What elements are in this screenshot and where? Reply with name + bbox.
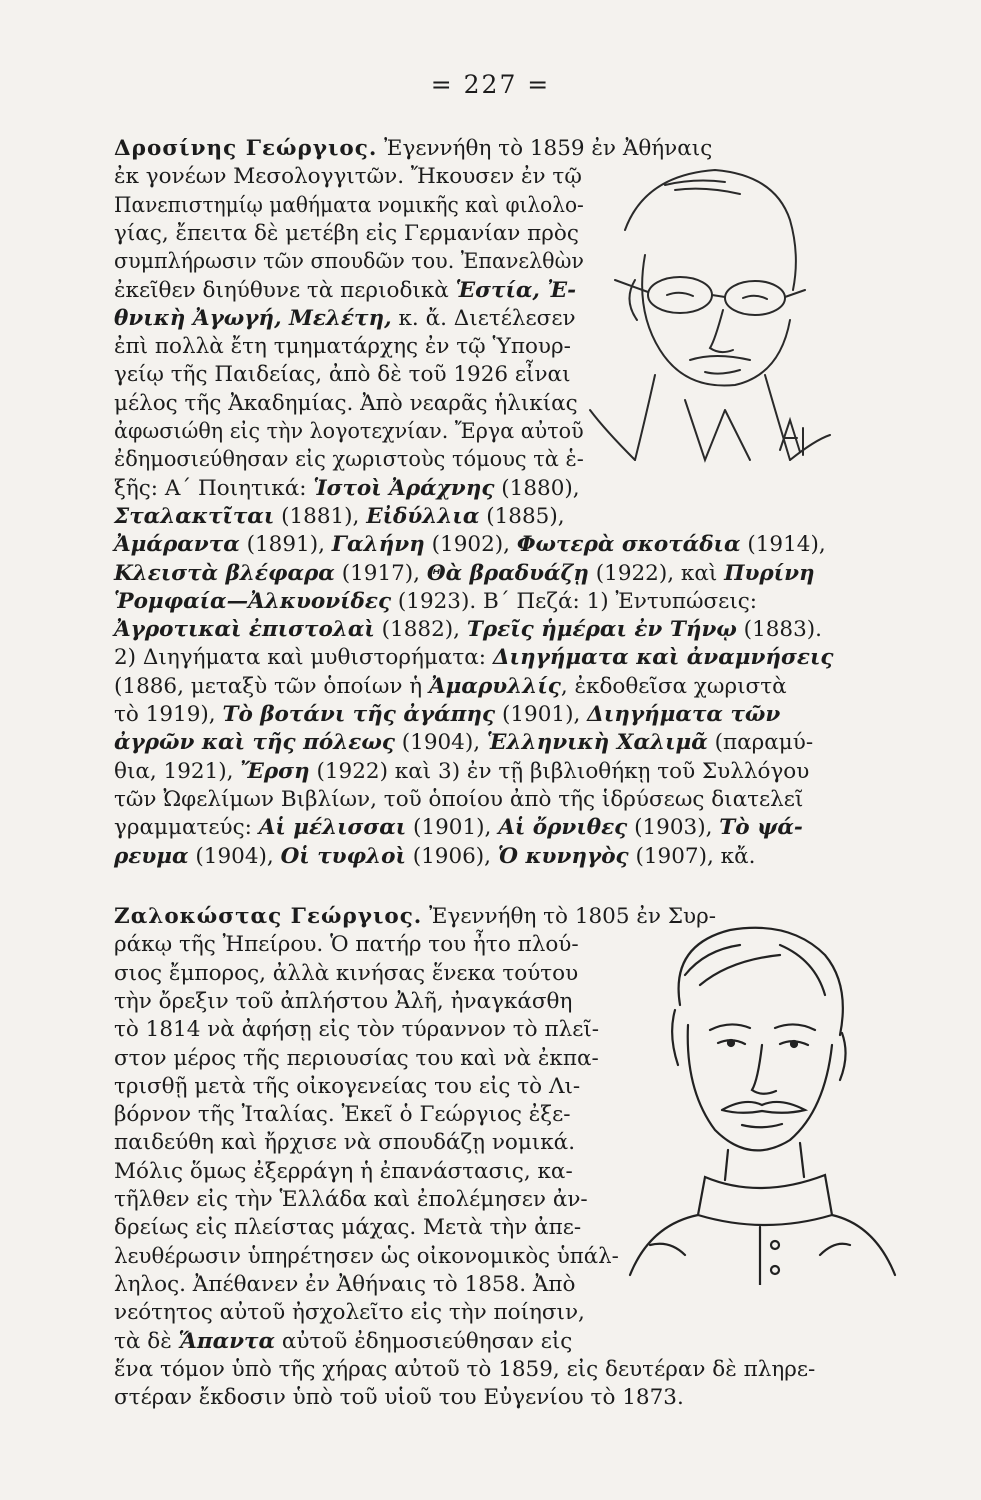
work-title: θνικὴ Ἀγωγή, Μελέτη, (114, 305, 392, 331)
body-text: ἐδημοσιεύθησαν εἰς χωριστοὺς τόμους τὰ ἑ- (114, 447, 584, 473)
zalokostas-line (114, 1356, 815, 1384)
body-text: ληλος. Ἀπέθανεν ἐν Ἀθήναις τὸ 1858. Ἀπὸ (114, 1271, 576, 1297)
body-text: (1902), (424, 532, 517, 558)
work-title: Γαλήνη (331, 532, 425, 558)
zalokostas-line (114, 1299, 585, 1327)
body-text: (1906), (405, 843, 498, 869)
zalokostas-line (114, 988, 572, 1016)
work-title: Εἰδύλλια (366, 503, 480, 529)
body-text: κ. ἄ. Διετέλεσεν (391, 305, 576, 331)
body-text: ράκῳ τῆς Ἠπείρου. Ὁ πατήρ του ἦτο πλού- (114, 932, 579, 958)
body-text: τῆλθεν εἰς τὴν Ἑλλάδα καὶ ἐπολέμησεν ἀν- (114, 1187, 588, 1212)
portrait-drosinis (575, 160, 835, 500)
body-text: (1881), (274, 503, 367, 529)
body-text: γείῳ τῆς Παιδείας, ἀπὸ δὲ τοῦ 1926 εἶναι (114, 362, 571, 388)
zalokostas-line (114, 1186, 588, 1214)
drosinis-line (114, 135, 712, 163)
portrait-zalokostas (610, 915, 900, 1285)
body-text: (1880), (494, 475, 580, 501)
work-title: Διηγήματα καὶ ἀναμνήσεις (492, 645, 834, 671)
body-text: (1901), (495, 702, 588, 727)
body-text: ἀφωσιώθη εἰς τὴν λογοτεχνίαν. Ἔργα αὐτοῦ (114, 419, 584, 444)
body-text: μέλος τῆς Ἀκαδημίας. Ἀπὸ νεαρᾶς ἡλικίας (114, 390, 578, 416)
drosinis-line (114, 305, 576, 333)
body-text: θια, 1921), (114, 758, 241, 784)
work-title: Πυρίνη (724, 560, 815, 586)
zalokostas-line (114, 1271, 576, 1299)
body-text: (1885), (479, 503, 565, 529)
body-text: (1904), (188, 843, 281, 869)
work-title: Ἔρση (240, 758, 310, 784)
work-title: Ἅπαντα (178, 1328, 276, 1354)
body-text: ξῆς: Α΄ Ποιητικά: (114, 475, 314, 501)
work-title: Φωτερὰ σκοτάδια (516, 532, 741, 558)
page-number: = 227 = (430, 70, 551, 99)
body-text: ἐπὶ πολλὰ ἔτη τμηματάρχης ἐν τῷ Ὑπουρ- (114, 334, 571, 360)
work-title: Ὁ κυνηγὸς (497, 843, 629, 869)
body-text: (1883). (736, 617, 823, 643)
body-text: Ἐγεννήθη τὸ 1805 ἐν Συρ- (422, 904, 716, 929)
drosinis-line (114, 644, 833, 672)
zalokostas-line (114, 1214, 581, 1242)
body-text: γραμματεύς: (114, 815, 259, 841)
body-text: 2) Διηγήματα καὶ μυθιστορήματα: (114, 645, 493, 671)
work-title: Αἱ ὄρνιθες (498, 815, 628, 841)
body-text: τὸ 1814 νὰ ἀφήσῃ εἰς τὸν τύραννον τὸ πλεῖ- (114, 1017, 600, 1043)
work-title: Ἑλληνικὴ Χαλιμᾶ (486, 730, 708, 756)
body-text: (1923). Β΄ Πεζά: 1) Ἐντυπώσεις: (391, 588, 758, 614)
drosinis-line (114, 418, 584, 446)
work-title: Ἱστοὶ Ἀράχνης (313, 475, 495, 501)
body-text: στον μέρος τῆς περιουσίας του καὶ νὰ ἐκπα- (114, 1045, 599, 1071)
work-title: ἀγρῶν καὶ τῆς πόλεως (114, 730, 395, 756)
work-title: Ἑστία, Ἐ- (455, 277, 577, 303)
drosinis-line (114, 616, 822, 644)
zalokostas-line (114, 960, 578, 988)
work-title: Τὸ ψά- (719, 815, 803, 841)
body-text: (1904), (394, 730, 487, 756)
drosinis-line (114, 446, 584, 474)
drosinis-line (114, 390, 578, 418)
body-text: (παραμύ- (707, 730, 814, 756)
zalokostas-line (114, 1101, 571, 1129)
body-text: αὐτοῦ ἐδημοσιεύθησαν εἰς (275, 1328, 573, 1354)
drosinis-line (114, 277, 576, 305)
drosinis-line (114, 701, 780, 729)
body-text: Πανεπιστημίῳ μαθήματα νομικῆς καὶ φιλολο- (114, 192, 584, 218)
zalokostas-line (114, 931, 579, 959)
body-text: νεότητος αὐτοῦ ἠσχολεῖτο εἰς τὴν ποίησιν, (114, 1300, 585, 1326)
drosinis-line (114, 192, 584, 220)
zalokostas-line (114, 1045, 599, 1073)
body-text: τὴν ὄρεξιν τοῦ ἀπλήστου Ἀλῆ, ἠναγκάσθη (114, 988, 573, 1014)
work-title: ρευμα (114, 843, 189, 869)
zalokostas-line (114, 1158, 573, 1186)
body-text: (1922), καὶ (588, 560, 725, 586)
body-text: λευθέρωσιν ὑπηρέτησεν ὡς οἰκονομικὸς ὑπάλ- (114, 1243, 619, 1269)
drosinis-line (114, 248, 584, 276)
drosinis-line (114, 843, 755, 871)
drosinis-line (114, 531, 826, 559)
body-text: σιος ἔμπορος, ἀλλὰ κινήσας ἕνεκα τούτου (114, 960, 579, 986)
body-text: (1907), κἄ. (628, 843, 756, 869)
body-text: τὰ δὲ (114, 1328, 179, 1354)
entry-name: Δροσίνης Γεώργιος. (114, 136, 378, 161)
drosinis-line (114, 758, 809, 786)
zalokostas-line (114, 1129, 575, 1157)
body-text: (1914), (740, 532, 826, 558)
body-text: στέραν ἔκδοσιν ὑπὸ τοῦ υἱοῦ του Εὐγενίου τὸ 1873. (114, 1385, 684, 1411)
body-text: τὸ 1919), (114, 702, 223, 727)
work-title: Ῥομφαία—Ἀλκυονίδες (114, 588, 392, 614)
body-text: Ἐγεννήθη τὸ 1859 ἐν Ἀθήναις (377, 136, 713, 161)
work-title: Ἀγροτικαὶ ἐπιστολαὶ (114, 617, 375, 643)
work-title: Οἱ τυφλοὶ (280, 843, 406, 869)
zalokostas-line (114, 1073, 580, 1101)
entry-name: Ζαλοκώστας Γεώργιος. (114, 904, 423, 929)
drosinis-line (114, 475, 580, 503)
zalokostas-line (114, 1243, 619, 1271)
body-text: , ἐκδοθεῖσα χωριστὰ (560, 673, 787, 699)
body-text: βόρνον τῆς Ἰταλίας. Ἐκεῖ ὁ Γεώργιος ἐξε- (114, 1102, 571, 1128)
drosinis-line (114, 729, 813, 757)
body-text: (1882), (374, 617, 467, 643)
work-title: Τρεῖς ἡμέραι ἐν Τήνῳ (466, 617, 737, 643)
drosinis-line (114, 361, 571, 389)
drosinis-line (114, 673, 787, 701)
body-text: (1922) καὶ 3) ἐν τῇ βιβλιοθήκῃ τοῦ Συλλόγου (309, 758, 810, 784)
drosinis-line (114, 786, 803, 814)
body-text: γίας, ἔπειτα δὲ μετέβη εἰς Γερμανίαν πρὸς (114, 220, 579, 246)
work-title: Σταλακτῖται (114, 503, 275, 529)
body-text: Μόλις ὅμως ἐξερράγη ἡ ἐπανάστασις, κα- (114, 1158, 573, 1184)
body-text: (1901), (406, 815, 499, 841)
body-text: ἐκ γονέων Μεσολογγιτῶν. Ἤκουσεν ἐν τῷ (114, 164, 582, 190)
drosinis-line (114, 560, 815, 588)
drosinis-line (114, 333, 571, 361)
work-title: Ἀμάραντα (114, 532, 240, 558)
body-text: παιδεύθη καὶ ἤρχισε νὰ σπουδάζῃ νομικά. (114, 1130, 576, 1156)
body-text: (1886, μεταξὺ τῶν ὁποίων ἡ (114, 673, 429, 699)
body-text: ἐκεῖθεν διηύθυνε τὰ περιοδικὰ (114, 277, 456, 303)
drosinis-line (114, 163, 582, 191)
work-title: Αἱ μέλισσαι (258, 815, 407, 841)
work-title: Διηγήματα τῶν (587, 702, 781, 727)
body-text: τῶν Ὠφελίμων Βιβλίων, τοῦ ὁποίου ἀπὸ τῆς ἱδρύσεως διατελεῖ (114, 786, 804, 812)
drosinis-line (114, 503, 565, 531)
zalokostas-line (114, 1328, 572, 1356)
body-text: (1917), (334, 560, 427, 586)
work-title: Τὸ βοτάνι τῆς ἀγάπης (222, 702, 496, 727)
zalokostas-line (114, 1384, 684, 1412)
drosinis-line (114, 814, 803, 842)
body-text: (1903), (627, 815, 720, 841)
work-title: Θὰ βραδυάζῃ (426, 560, 589, 586)
body-text: δρείως εἰς πλείστας μάχας. Μετὰ τὴν ἀπε- (114, 1215, 582, 1241)
body-text: (1891), (239, 532, 332, 558)
body-text: τρισθῇ μετὰ τῆς οἰκογενείας του εἰς τὸ Λι- (114, 1073, 581, 1099)
body-text: ἕνα τόμον ὑπὸ τῆς χήρας αὐτοῦ τὸ 1859, εἰς δευτέραν δὲ πληρε- (114, 1356, 816, 1382)
drosinis-line (114, 220, 579, 248)
body-text: συμπλήρωσιν τῶν σπουδῶν του. Ἐπανελθὼν (114, 249, 584, 275)
work-title: Κλειστὰ βλέφαρα (114, 560, 335, 586)
zalokostas-line (114, 1016, 599, 1044)
work-title: Ἀμαρυλλίς (428, 673, 561, 699)
drosinis-line (114, 588, 757, 616)
